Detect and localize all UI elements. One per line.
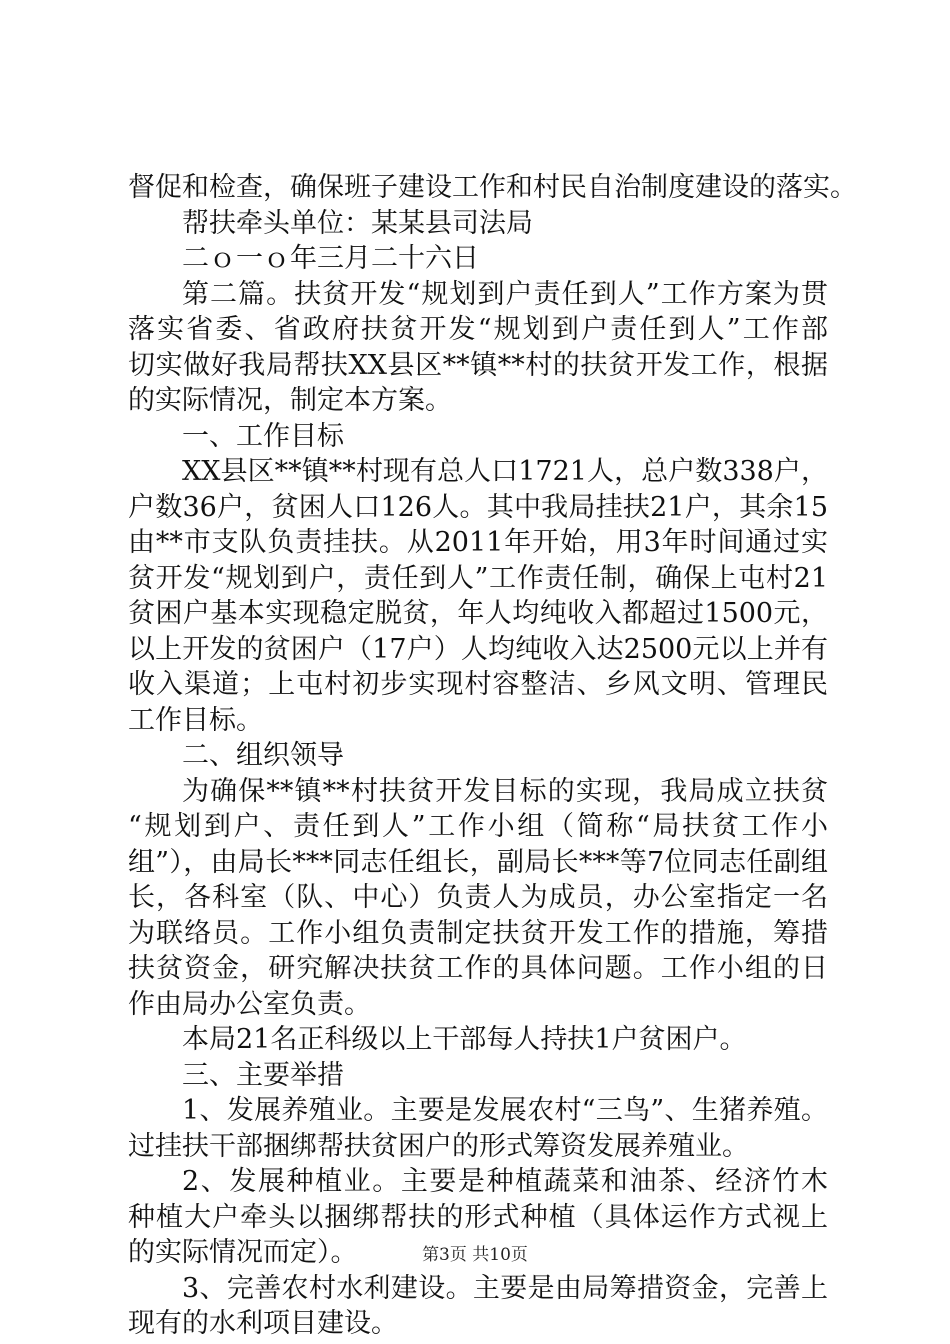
- text-line: 3、完善农村水利建设。主要是由局筹措资金，完善上: [182, 1272, 828, 1304]
- text-line: 贫困户基本实现稳定脱贫，年人均纯收入都超过1500元，: [128, 598, 828, 629]
- text-line: 组”），由局长***同志任组长，副局长***等7位同志任副组: [128, 846, 828, 878]
- text-line: 为确保**镇**村扶贫开发目标的实现，我局成立扶贫: [182, 775, 828, 807]
- page-footer: 第3页 共10页: [422, 1245, 528, 1265]
- text-line: 三、主要举措: [182, 1059, 344, 1091]
- text-line: 由**市支队负责挂扶。从2011年开始，用3年时间通过实: [128, 527, 828, 558]
- text-line: XX县区**镇**村现有总人口1721人，总户数338户，: [182, 456, 828, 487]
- text-line: 户数36户，贫困人口126人。其中我局挂扶21户，其余15: [128, 491, 828, 523]
- text-line: 扶贫资金，研究解决扶贫工作的具体问题。工作小组的日: [128, 953, 828, 984]
- text-line: 督促和检查，确保班子建设工作和村民自治制度建设的落实。: [128, 172, 857, 203]
- text-line: 帮扶牵头单位：某某县司法局: [182, 207, 533, 239]
- document-body: [128, 170, 857, 1342]
- text-line: 以上开发的贫困户（17户）人均纯收入达2500元以上并有: [128, 633, 828, 665]
- text-line: 为联络员。工作小组负责制定扶贫开发工作的措施，筹措: [128, 917, 828, 949]
- text-line: 长，各科室（队、中心）负责人为成员，办公室指定一名: [128, 882, 828, 913]
- text-line: 1、发展养殖业。主要是发展农村“三鸟”、生猪养殖。: [182, 1095, 828, 1126]
- text-line: 切实做好我局帮扶XX县区**镇**村的扶贫开发工作，根据: [128, 349, 828, 381]
- text-line: 贫开发“规划到户，责任到人”工作责任制，确保上屯村21: [128, 562, 828, 594]
- text-line: 2、发展种植业。主要是种植蔬菜和油茶、经济竹木: [182, 1166, 828, 1197]
- text-line: 落实省委、省政府扶贫开发“规划到户责任到人”工作部: [128, 314, 828, 345]
- text-line: 作由局办公室负责。: [128, 988, 371, 1020]
- text-line: 收入渠道；上屯村初步实现村容整洁、乡风文明、管理民: [128, 669, 828, 700]
- text-line: 二、组织领导: [182, 740, 344, 771]
- text-line: 第二篇。扶贫开发“规划到户责任到人”工作方案为贯: [182, 278, 828, 310]
- text-line: 的实际情况，制定本方案。: [128, 385, 452, 416]
- text-line: 二ｏ一ｏ年三月二十六日: [182, 243, 479, 274]
- text-line: 种植大户牵头以捆绑帮扶的形式种植（具体运作方式视上: [128, 1201, 828, 1233]
- text-line: 过挂扶干部捆绑帮扶贫困户的形式筹资发展养殖业。: [128, 1130, 749, 1162]
- text-line: 现有的水利项目建设。: [128, 1308, 398, 1339]
- text-line: 本局21名正科级以上干部每人持扶1户贫困户。: [182, 1024, 747, 1055]
- text-line: 工作目标。: [128, 704, 263, 736]
- text-line: 的实际情况而定）。: [128, 1237, 358, 1268]
- text-line: 一、工作目标: [182, 420, 344, 452]
- text-line: “规划到户、责任到人”工作小组（简称“局扶贫工作小: [128, 811, 828, 842]
